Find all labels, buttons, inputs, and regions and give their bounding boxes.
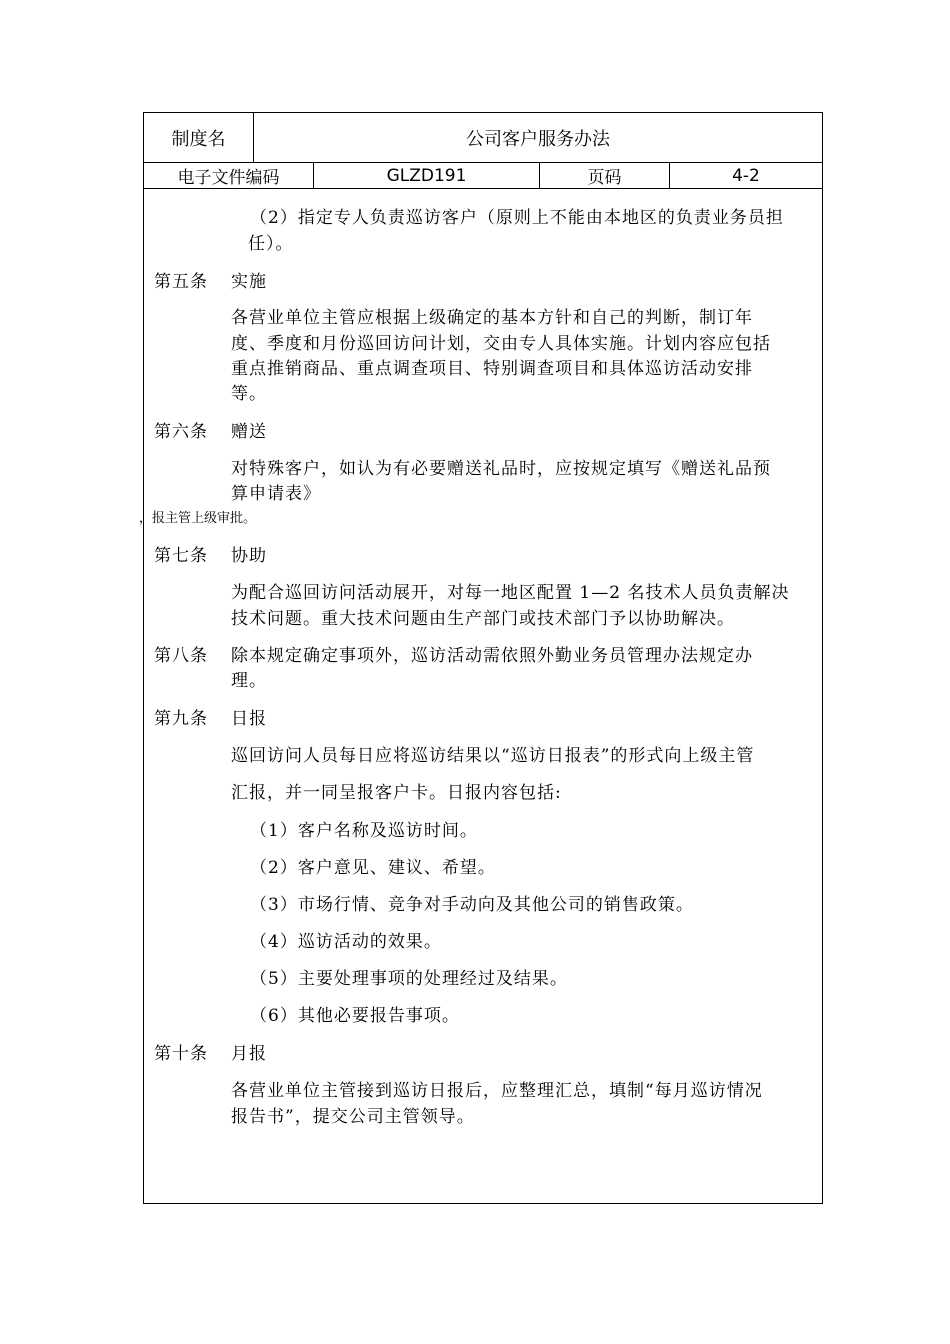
text-line: （2）指定专人负责巡访客户（原则上不能由本地区的负责业务员担 [250,208,784,228]
list-item: （3）市场行情、竞争对手动向及其他公司的销售政策。 [250,895,694,915]
text-line: 各营业单位主管接到巡访日报后，应整理汇总，填制“每月巡访情况 [231,1081,763,1101]
article-6-title: 赠送 [231,422,267,442]
page-label: 页码 [540,163,670,188]
text-line: 技术问题。重大技术问题由生产部门或技术部门予以协助解决。 [231,609,735,629]
article-8-label: 第八条 [154,646,208,666]
document-frame [139,112,823,1204]
list-item: （6）其他必要报告事项。 [250,1006,460,1026]
text-line: 除本规定确定事项外，巡访活动需依照外勤业务员管理办法规定办 [231,646,753,666]
text-line: 汇报，并一同呈报客户卡。日报内容包括: [231,783,562,803]
header-row-meta [144,163,822,189]
page-value: 4-2 [732,165,760,186]
text-line: 任）。 [248,234,294,254]
text-line: 度、季度和月份巡回访问计划，交由专人具体实施。计划内容应包括 [231,334,771,354]
text-line: ，报主管上级审批。 [139,511,257,526]
list-item: （1）客户名称及巡访时间。 [250,821,478,841]
text-line: 为配合巡回访问活动展开，对每一地区配置 1—2 名技术人员负责解决 [231,583,790,603]
list-item: （5）主要处理事项的处理经过及结果。 [250,969,568,989]
article-9-title: 日报 [231,709,267,729]
system-name-value: 公司客户服务办法 [466,128,610,150]
article-5-title: 实施 [231,272,267,292]
text-line: 重点推销商品、重点调查项目、特别调查项目和具体巡访活动安排 [231,359,753,379]
text-line: 等。 [231,384,267,404]
list-item: （2）客户意见、建议、希望。 [250,858,496,878]
article-9-label: 第九条 [154,709,208,729]
text-line: 报告书”，提交公司主管领导。 [231,1107,475,1127]
header-row-title [144,113,822,163]
file-code-label: 电子文件编码 [144,163,314,188]
article-5-label: 第五条 [154,272,208,292]
system-name-label: 制度名 [144,113,254,162]
article-10-label: 第十条 [154,1044,208,1064]
text-line: 理。 [231,671,267,691]
article-10-title: 月报 [231,1044,267,1064]
article-7-title: 协助 [231,546,267,566]
text-line: 对特殊客户，如认为有必要赠送礼品时，应按规定填写《赠送礼品预 [231,459,771,479]
text-line: 算申请表》 [231,484,321,504]
file-code-value: GLZD191 [314,163,540,188]
text-line: 各营业单位主管应根据上级确定的基本方针和自己的判断，制订年 [231,308,753,328]
text-line: 巡回访问人员每日应将巡访结果以“巡访日报表”的形式向上级主管 [231,746,755,766]
list-item: （4）巡访活动的效果。 [250,932,442,952]
article-6-label: 第六条 [154,422,208,442]
article-7-label: 第七条 [154,546,208,566]
